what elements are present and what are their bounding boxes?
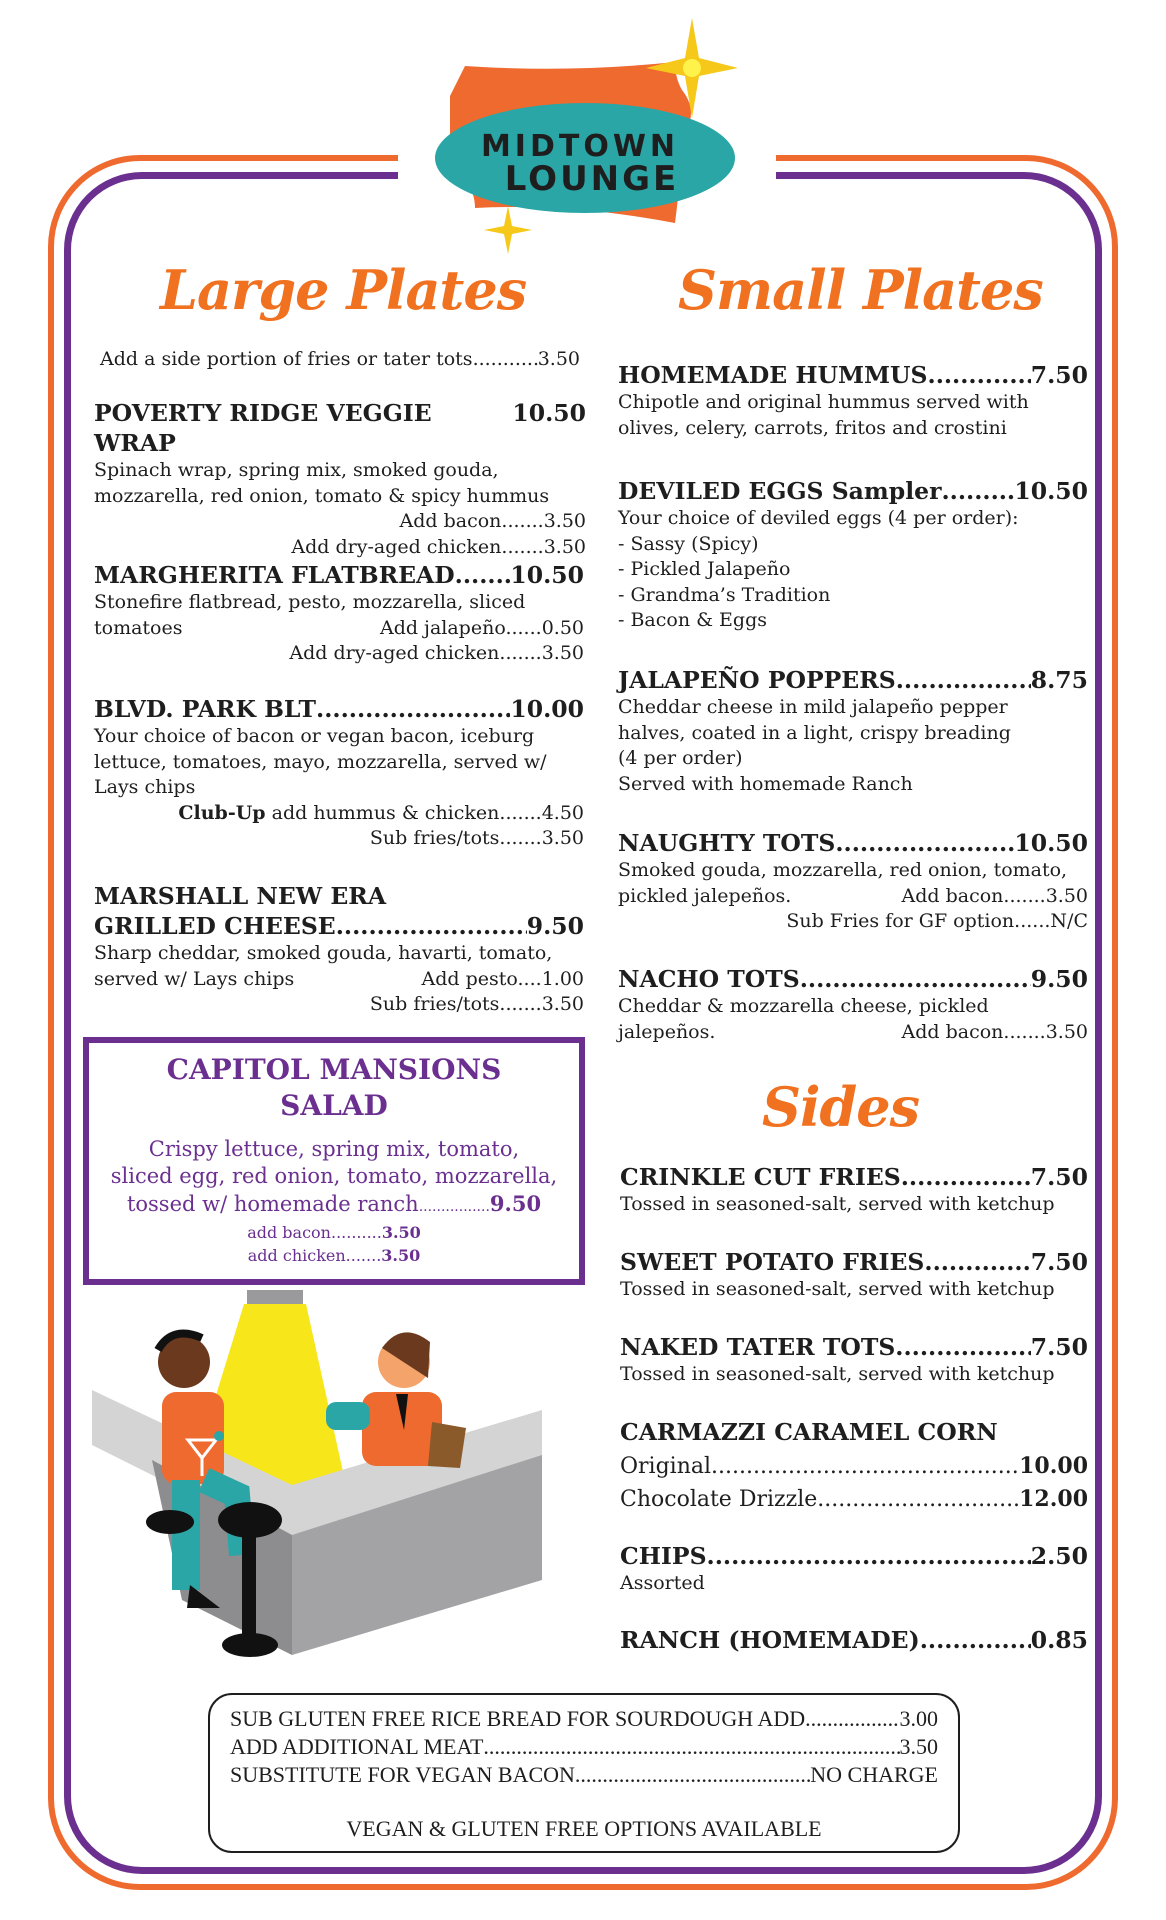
deviled-eggs-item: DEVILED EGGS Sampler ..... 10.50 Your choice of deviled eggs (4 per order): - Sassy (Spicy) - Pickled Jalapeño - Grandma’s Tradition - Bacon & Eggs <box>618 476 1088 634</box>
grilled-cheese-item: MARSHALL NEW ERA GRILLED CHEESE ..... 9.50 Sharp cheddar, smoked gouda, havarti, tomato, served w/ Lays chips Add pesto....1.00 Sub fries/tots.......3.50 <box>94 881 584 1018</box>
hummus-item: HOMEMADE HUMMUS ..... 7.50 Chipotle and original hummus served with olives, celery, carrots, fritos and crostini <box>618 360 1088 441</box>
bartender-figure <box>326 1332 466 1468</box>
lamp-icon <box>247 1290 303 1304</box>
naughty-tots-item: NAUGHTY TOTS ..... 10.50 Smoked gouda, mozzarella, red onion, tomato, pickled jalepeños. Add bacon.......3.50 Sub Fries for GF option......N/C <box>618 828 1088 935</box>
caramel-corn-item: CARMAZZI CARAMEL CORN Original ..... 10.00 Chocolate Drizzle ..... 12.00 <box>620 1417 1088 1516</box>
vegan-gf-note: VEGAN & GLUTEN FREE OPTIONS AVAILABLE <box>346 1816 822 1841</box>
capitol-mansions-salad-box: CAPITOL MANSIONS SALAD Crispy lettuce, spring mix, tomato, sliced egg, red onion, tomato, mozzarella, tossed w/ homemade ranch................9.50 add bacon..........3.50 add chicken.......3.50 <box>83 1037 585 1285</box>
side-portion-note: Add a side portion of fries or tater tots ..... 3.50 <box>100 347 580 373</box>
small-plates-heading: Small Plates <box>678 258 1043 322</box>
naked-tater-tots-item: NAKED TATER TOTS ..... 7.50 Tossed in seasoned-salt, served with ketchup <box>620 1332 1088 1388</box>
ranch-item: RANCH (HOMEMADE) ..... 0.85 <box>620 1625 1088 1655</box>
crinkle-fries-item: CRINKLE CUT FRIES ..... 7.50 Tossed in seasoned-salt, served with ketchup <box>620 1162 1088 1218</box>
nacho-tots-item: NACHO TOTS ..... 9.50 Cheddar & mozzarella cheese, pickled jalepeños. Add bacon.......3.50 <box>618 964 1088 1045</box>
addon-bacon: Add bacon.......3.50 <box>399 510 586 532</box>
starburst-small-icon <box>484 206 532 254</box>
footer-notes-box: SUB GLUTEN FREE RICE BREAD FOR SOURDOUGH ADD ..... 3.00 ADD ADDITIONAL MEAT ..... 3.50 SUBSTITUTE FOR VEGAN BACON ..... NO CHARGE VEGAN & GLUTEN FREE OPTIONS AVAILABLE <box>208 1693 960 1853</box>
svg-text:LOUNGE: LOUNGE <box>504 159 680 199</box>
blt-item: BLVD. PARK BLT ..... 10.00 Your choice of bacon or vegan bacon, iceburg lettuce, tomatoes, mayo, mozzarella, served w/ Lays chips Club-Up add hummus & chicken.......4.50 Sub fries/tots.......3.50 <box>94 694 584 852</box>
sweet-potato-fries-item: SWEET POTATO FRIES ..... 7.50 Tossed in seasoned-salt, served with ketchup <box>620 1247 1088 1303</box>
sides-heading: Sides <box>762 1075 920 1139</box>
lounge-bar-illustration <box>92 1290 552 1670</box>
jalapeno-poppers-item: JALAPEÑO POPPERS ..... 8.75 Cheddar cheese in mild jalapeño pepper halves, coated in a light, crispy breading (4 per order) Served with homemade Ranch <box>618 665 1088 797</box>
addon-chicken: Add dry-aged chicken.......3.50 <box>291 535 586 558</box>
chips-item: CHIPS ..... 2.50 Assorted <box>620 1541 1088 1597</box>
margherita-item: MARGHERITA FLATBREAD ..... 10.50 Stonefire flatbread, pesto, mozzarella, sliced tomatoes Add jalapeño......0.50 Add dry-aged chicken.......3.50 <box>94 560 584 667</box>
veggie-wrap-item: POVERTY RIDGE VEGGIE WRAP 10.50 Spinach wrap, spring mix, smoked gouda, mozzarella, red onion, tomato & spicy hummus Add bacon.......3.50 Add dry-aged chicken.......3.50 <box>94 398 586 560</box>
midtown-lounge-logo <box>420 18 750 278</box>
large-plates-heading: Large Plates <box>160 258 527 322</box>
svg-text:MIDTOWN: MIDTOWN <box>480 129 680 164</box>
